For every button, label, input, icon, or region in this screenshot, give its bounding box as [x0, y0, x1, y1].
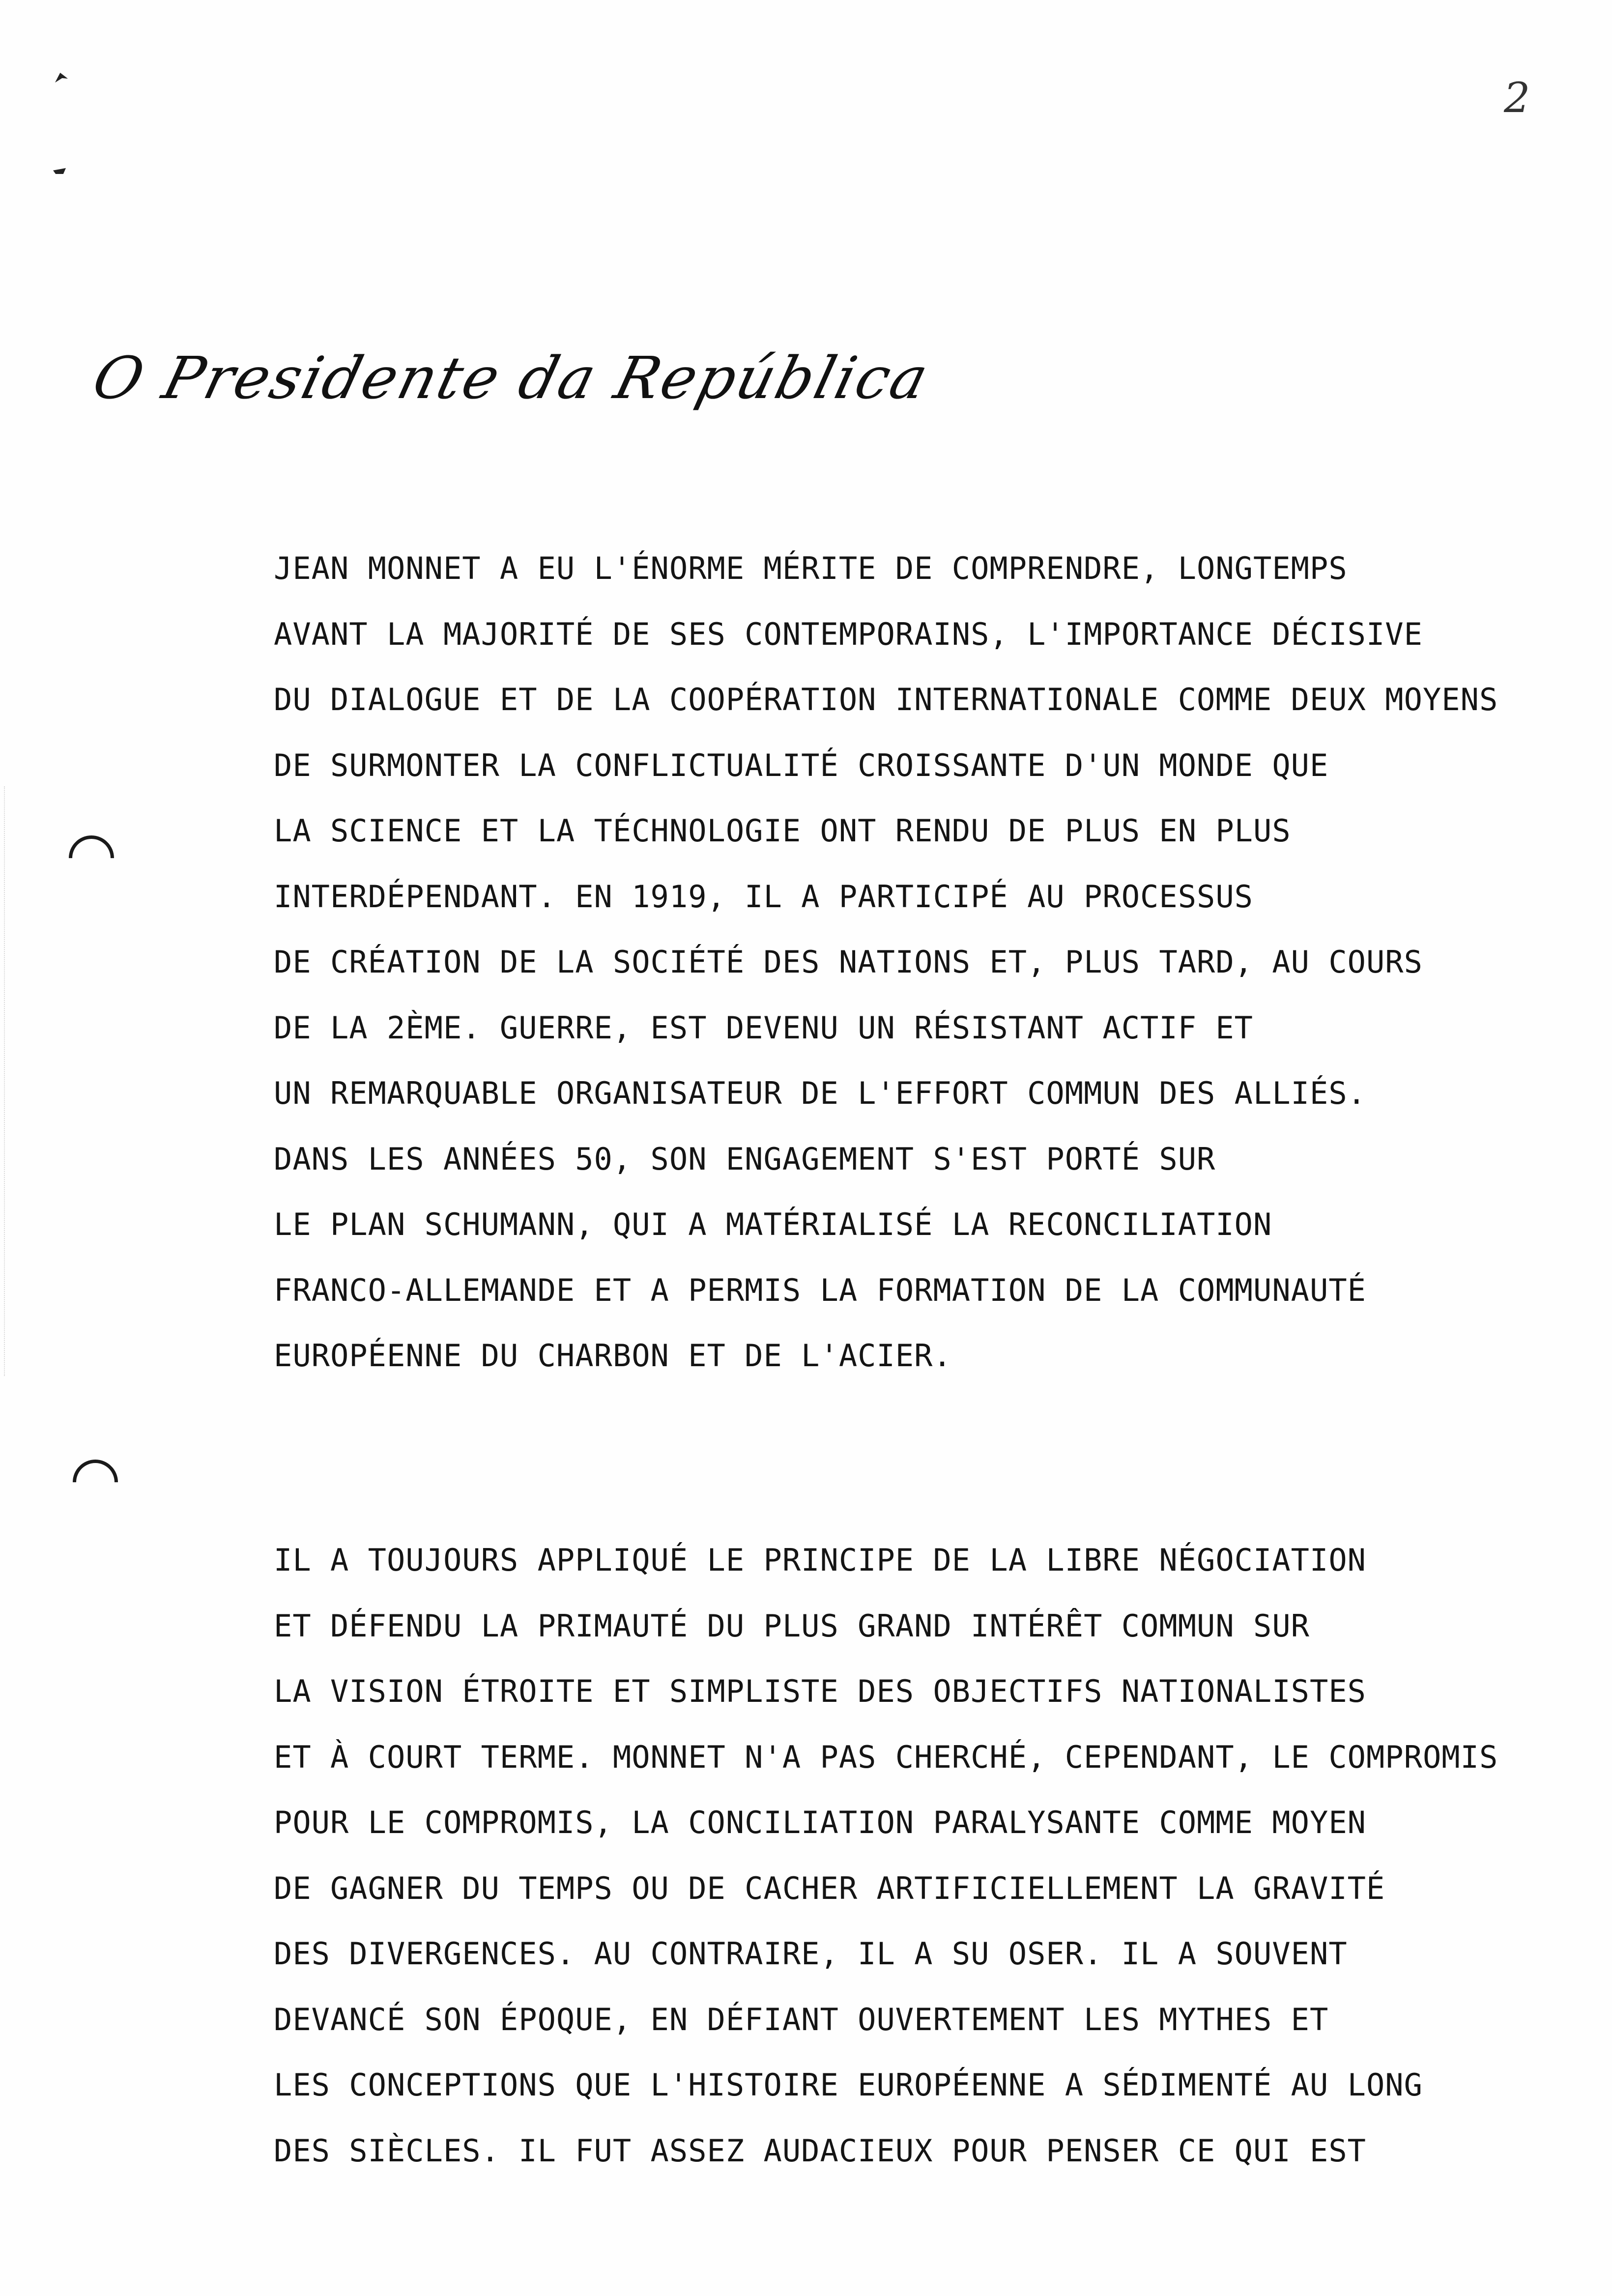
text-line: LES CONCEPTIONS QUE L'HISTOIRE EUROPÉENNE A SÉDIMENTÉ AU LONG	[274, 2067, 1423, 2103]
text-line: DES DIVERGENCES. AU CONTRAIRE, IL A SU OSER. IL A SOUVENT	[274, 1936, 1348, 1972]
text-line: DANS LES ANNÉES 50, SON ENGAGEMENT S'EST PORTÉ SUR	[274, 1141, 1216, 1177]
scan-edge-marks	[4, 786, 7, 1376]
text-line: FRANCO-ALLEMANDE ET A PERMIS LA FORMATION DE LA COMMUNAUTÉ	[274, 1272, 1366, 1308]
text-line: POUR LE COMPROMIS, LA CONCILIATION PARALYSANTE COMME MOYEN	[274, 1805, 1366, 1840]
text-line: AVANT LA MAJORITÉ DE SES CONTEMPORAINS, L'IMPORTANCE DÉCISIVE	[274, 616, 1423, 652]
text-line: LA SCIENCE ET LA TÉCHNOLOGIE ONT RENDU DE PLUS EN PLUS	[274, 813, 1291, 849]
text-line: DES SIÈCLES. IL FUT ASSEZ AUDACIEUX POUR PENSER CE QUI EST	[274, 2132, 1366, 2169]
text-line: ET À COURT TERME. MONNET N'A PAS CHERCHÉ, CEPENDANT, LE COMPROMIS	[274, 1739, 1498, 1775]
text-line: EUROPÉENNE DU CHARBON ET DE L'ACIER.	[274, 1338, 952, 1374]
text-line: LE PLAN SCHUMANN, QUI A MATÉRIALISÉ LA RECONCILIATION	[274, 1206, 1272, 1242]
letterhead-title: O Presidente da República	[86, 344, 937, 412]
scan-speck	[53, 168, 66, 174]
text-line: LA VISION ÉTROITE ET SIMPLISTE DES OBJECTIFS NATIONALISTES	[274, 1673, 1366, 1709]
paragraph-1	[274, 536, 1601, 1389]
text-line: INTERDÉPENDANT. EN 1919, IL A PARTICIPÉ AU PROCESSUS	[274, 878, 1254, 915]
page-number: 2	[1504, 74, 1531, 122]
punch-hole-mark	[59, 826, 123, 890]
text-line: DE CRÉATION DE LA SOCIÉTÉ DES NATIONS ET, PLUS TARD, AU COURS	[274, 944, 1423, 980]
text-line: DE GAGNER DU TEMPS OU DE CACHER ARTIFICIELLEMENT LA GRAVITÉ	[274, 1870, 1385, 1906]
scan-speck	[55, 73, 68, 83]
text-line: ET DÉFENDU LA PRIMAUTÉ DU PLUS GRAND INTÉRÊT COMMUN SUR	[274, 1607, 1310, 1644]
text-line: DE SURMONTER LA CONFLICTUALITÉ CROISSANTE D'UN MONDE QUE	[274, 747, 1329, 783]
punch-hole-mark	[63, 1450, 127, 1514]
text-line: IL A TOUJOURS APPLIQUÉ LE PRINCIPE DE LA LIBRE NÉGOCIATION	[274, 1542, 1366, 1578]
text-line: DU DIALOGUE ET DE LA COOPÉRATION INTERNATIONALE COMME DEUX MOYENS	[274, 682, 1498, 718]
paragraph-2	[274, 1527, 1601, 2183]
text-line: UN REMARQUABLE ORGANISATEUR DE L'EFFORT COMMUN DES ALLIÉS.	[274, 1075, 1366, 1111]
text-line: DE LA 2ÈME. GUERRE, EST DEVENU UN RÉSISTANT ACTIF ET	[274, 1009, 1254, 1046]
text-line: JEAN MONNET A EU L'ÉNORME MÉRITE DE COMPRENDRE, LONGTEMPS	[274, 550, 1348, 586]
text-line: DEVANCÉ SON ÉPOQUE, EN DÉFIANT OUVERTEMENT LES MYTHES ET	[274, 2001, 1329, 2038]
